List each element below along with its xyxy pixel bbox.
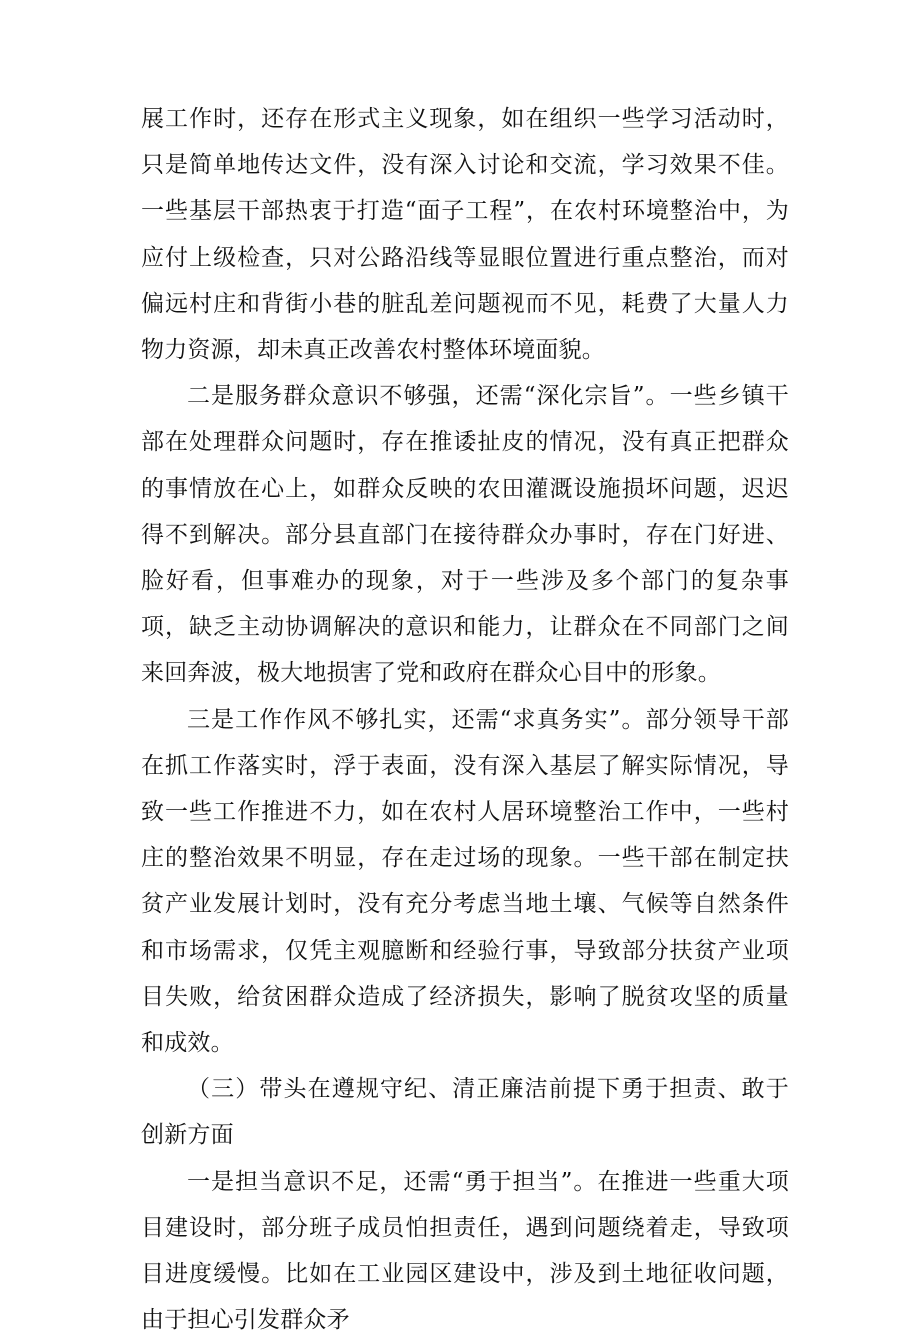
section-heading: （三）带头在遵规守纪、清正廉洁前提下勇于担责、敢于创新方面 <box>141 1076 789 1149</box>
paragraph-work-style: 三是工作作风不够扎实，还需“求真务实”。部分领导干部在抓工作落实时，浮于表面，没有深入基层了解实际情况，导致一些工作推进不力，如在农村人居环境整治工作中，一些村庄的整治效果不明显，存在走过场的现象。一些干部在制定扶贫产业发展计划时，没有充分考虑当地土壤、气候等自然条件和市场需求，仅凭主观臆断和经验行事，导致部分扶贫产业项目失败，给贫困群众造成了经济损失，影响了脱贫攻坚的质量和成效。 <box>141 706 789 1057</box>
paragraph-responsibility: 一是担当意识不足，还需“勇于担当”。在推进一些重大项目建设时，部分班子成员怕担责任，遇到问题绕着走，导致项目进度缓慢。比如在工业园区建设中，涉及到土地征收问题，由于担心引发群众矛 <box>141 1168 789 1334</box>
paragraph-continuation: 展工作时，还存在形式主义现象，如在组织一些学习活动时，只是简单地传达文件，没有深入讨论和交流，学习效果不佳。一些基层干部热衷于打造“面子工程”，在农村环境整治中，为应付上级检查，只对公路沿线等显眼位置进行重点整治，而对偏远村庄和背街小巷的脏乱差问题视而不见，耗费了大量人力物力资源，却未真正改善农村整体环境面貌。 <box>141 106 789 364</box>
document-body <box>141 96 789 1343</box>
paragraph-service-awareness: 二是服务群众意识不够强，还需“深化宗旨”。一些乡镇干部在处理群众问题时，存在推诿扯皮的情况，没有真正把群众的事情放在心上，如群众反映的农田灌溉设施损坏问题，迟迟得不到解决。部分县直部门在接待群众办事时，存在门好进、脸好看，但事难办的现象，对于一些涉及多个部门的复杂事项，缺乏主动协调解决的意识和能力，让群众在不同部门之间来回奔波，极大地损害了党和政府在群众心目中的形象。 <box>141 383 789 687</box>
